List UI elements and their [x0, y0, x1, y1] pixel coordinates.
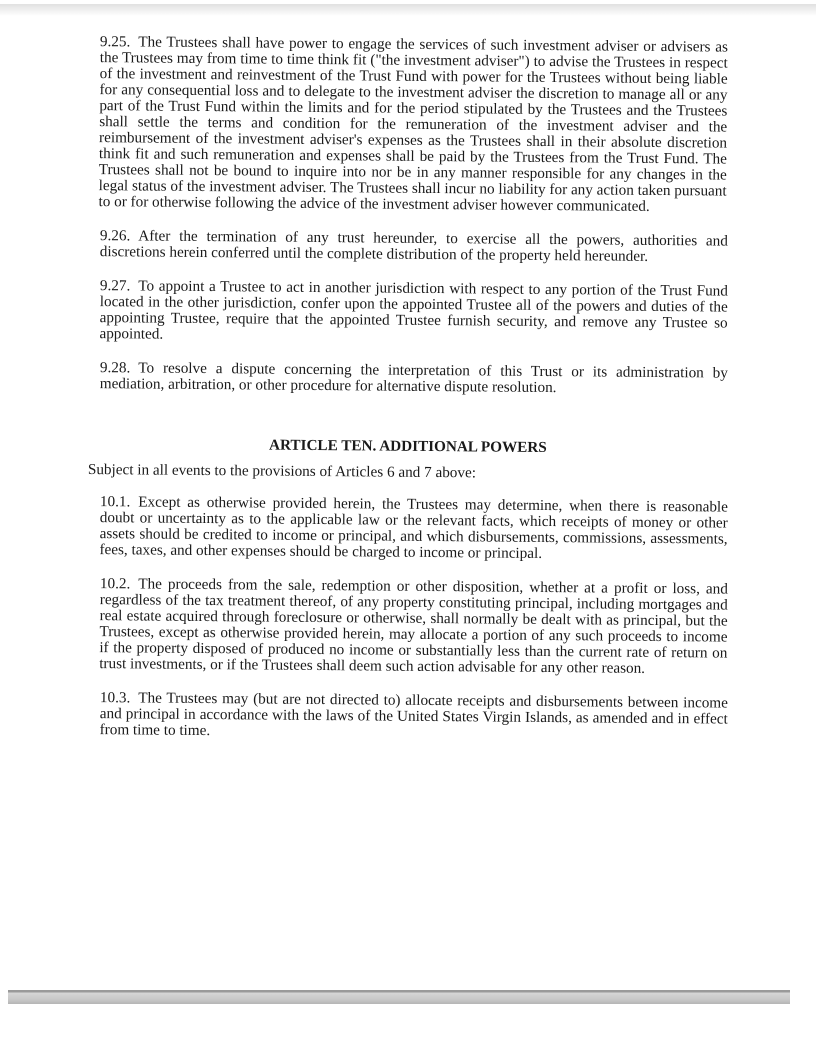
paragraph-text: Except as otherwise provided herein, the Trustees may determine, when there is reasonable doubt or uncertainty as to the applicable law or the relevant facts, which receipts of money or other assets should be credited to income or principal, and which disbursements, commissions, assessments, fees, taxes, and other expenses should be charged to income or principal.	[99, 493, 728, 562]
paragraph-9-26	[88, 228, 728, 266]
paragraph-text: To resolve a dispute concerning the interpretation of this Trust or its administration by mediation, arbitration, or other procedure for alternative dispute resolution.	[99, 359, 728, 397]
paragraph-text: The Trustees shall have power to engage the services of such investment adviser or advisers as the Trustees may from time to time think fit ("the investment adviser") to advise the Trustees in respect of the investment and reinvestment of the Trust Fund with power for the Trustees without being liable for any consequential loss and to delegate to the investment adviser the discretion to manage all or any part of the Trust Fund within the limits and for the period stipulated by the Trustees and the Trustees shall settle the terms and condition for the remuneration of the investment adviser and the reimbursement of the investment adviser's expenses as the Trustees shall in their absolute discretion think fit and such remuneration and expenses shall be paid by the Trustees from the Trust Fund. The Trustees shall not be bound to inquire into nor be in any manner responsible for any changes in the legal status of the investment adviser. The Trustees shall incur no liability for any action taken pursuant to or for otherwise following the advice of the investment adviser however communicated.	[98, 33, 728, 215]
paragraph-9-25	[86, 34, 728, 216]
paragraph-10-2	[87, 576, 728, 678]
article-heading: ARTICLE TEN. ADDITIONAL POWERS	[268, 436, 547, 457]
scan-edge-bottom	[8, 990, 790, 1004]
paragraph-number: 9.27.	[99, 277, 131, 295]
paragraph-10-3	[88, 690, 728, 744]
paragraph-text: After the termination of any trust hereunder, to exercise all the powers, authorities and discretions herein conferred until the complete distribution of the property held hereunder.	[99, 227, 728, 265]
paragraph-text: The proceeds from the sale, redemption or other disposition, whether at a profit or loss, and regardless of the tax treatment thereof, of any property constituting principal, including mortgages and real estate acquired through foreclosure or otherwise, shall normally be dealt with as principal, but the Trustees, except as otherwise provided herein, may allocate a portion of any such proceeds to income if the property disposed of produced no income or substantially less than the current rate of return on trust investments, or if the Trustees shall deem such action advisable for any other reason.	[99, 575, 728, 677]
article-intro: Subject in all events to the provisions of Articles 6 and 7 above:	[87, 461, 477, 482]
paragraph-9-27	[87, 278, 728, 348]
paragraph-9-28	[88, 360, 728, 398]
paragraph-number: 10.2.	[99, 575, 131, 593]
paragraph-number: 9.28.	[99, 359, 131, 377]
paragraph-number: 9.26.	[99, 227, 131, 245]
paragraph-number: 10.3.	[99, 689, 131, 707]
paragraph-text: To appoint a Trustee to act in another jurisdiction with respect to any portion of the Trust Fund located in the other jurisdiction, confer upon the appointed Trustee all of the powers and duties of the appointing Trustee, require that the appointed Trustee furnish security, and remove any Trustee so appointed.	[99, 277, 728, 343]
scan-edge-top	[0, 4, 816, 16]
paragraph-number: 9.25.	[99, 33, 131, 51]
paragraph-number: 10.1.	[99, 493, 131, 511]
paragraph-text: The Trustees may (but are not directed to) allocate receipts and disbursements between income and principal in accordance with the laws of the United States Virgin Islands, as amended and in effect from time to time.	[99, 689, 728, 740]
paragraph-10-1	[87, 494, 728, 564]
document-page	[88, 34, 728, 738]
